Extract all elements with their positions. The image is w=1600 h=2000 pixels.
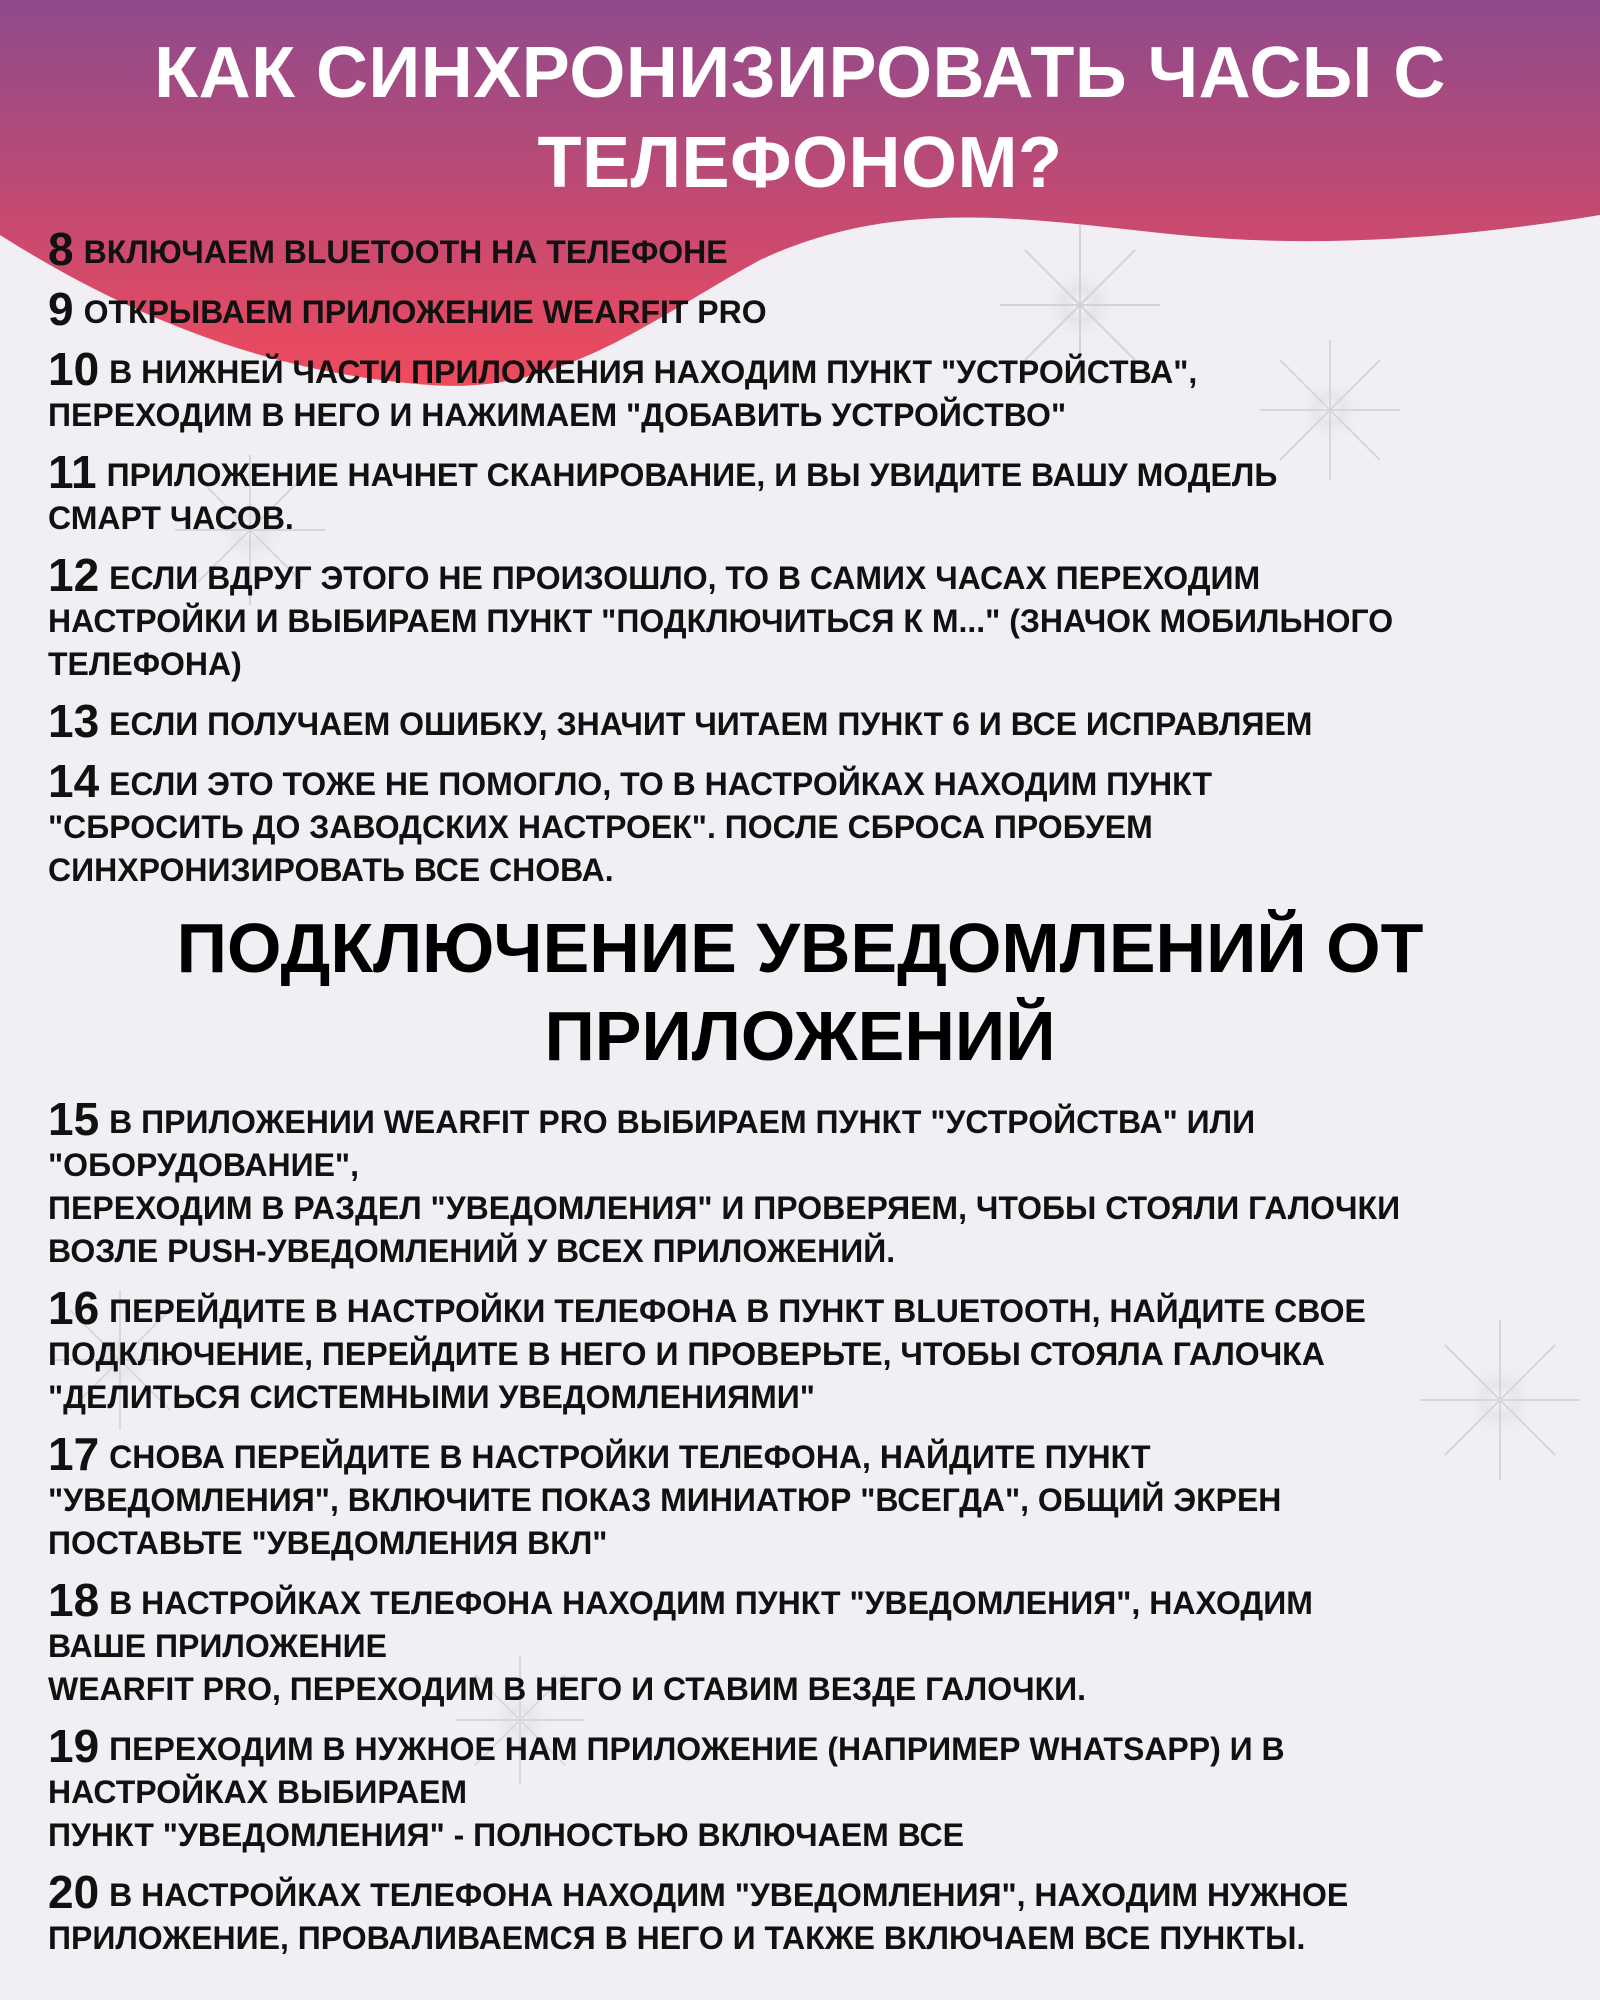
section-title-notifications: ПОДКЛЮЧЕНИЕ УВЕДОМЛЕНИЙ ОТ ПРИЛОЖЕНИЙ bbox=[176, 909, 1424, 1075]
list-item bbox=[48, 446, 1560, 540]
step-number: 8 bbox=[48, 223, 74, 275]
step-text: ПЕРЕЙДИТЕ В НАСТРОЙКИ ТЕЛЕФОНА В ПУНКТ BLUETOOTH, НАЙДИТЕ СВОЕ ПОДКЛЮЧЕНИЕ, ПЕРЕЙДИТЕ В НЕГО И ПРОВЕРЬТЕ, ЧТОБЫ СТОЯЛА ГАЛОЧКА "ДЕЛИТЬСЯ СИСТЕМНЫМИ УВЕДОМЛЕНИЯМИ" bbox=[48, 1293, 1366, 1415]
notification-steps-list bbox=[0, 1080, 1600, 1960]
page-title: КАК СИНХРОНИЗИРОВАТЬ ЧАСЫ С ТЕЛЕФОНОМ? bbox=[154, 33, 1446, 203]
list-item bbox=[48, 1093, 1560, 1273]
step-text: ВКЛЮЧАЕМ BLUETOOTH НА ТЕЛЕФОНЕ bbox=[83, 234, 728, 270]
list-item bbox=[48, 755, 1560, 892]
step-number: 19 bbox=[48, 1720, 100, 1772]
step-number: 15 bbox=[48, 1093, 100, 1145]
list-item bbox=[48, 695, 1560, 747]
list-item bbox=[48, 283, 1560, 335]
list-item bbox=[48, 1428, 1560, 1565]
step-text: В НАСТРОЙКАХ ТЕЛЕФОНА НАХОДИМ "УВЕДОМЛЕНИЯ", НАХОДИМ НУЖНОЕ ПРИЛОЖЕНИЕ, ПРОВАЛИВАЕМСЯ В НЕГО И ТАКЖЕ ВКЛЮЧАЕМ ВСЕ ПУНКТЫ. bbox=[48, 1877, 1349, 1956]
step-number: 11 bbox=[48, 446, 97, 498]
step-number: 17 bbox=[48, 1428, 100, 1480]
list-item bbox=[48, 1720, 1560, 1857]
step-text: В НИЖНЕЙ ЧАСТИ ПРИЛОЖЕНИЯ НАХОДИМ ПУНКТ "УСТРОЙСТВА", ПЕРЕХОДИМ В НЕГО И НАЖИМАЕМ "ДОБАВИТЬ УСТРОЙСТВО" bbox=[48, 354, 1198, 433]
step-text: ЕСЛИ ПОЛУЧАЕМ ОШИБКУ, ЗНАЧИТ ЧИТАЕМ ПУНКТ 6 И ВСЕ ИСПРАВЛЯЕМ bbox=[109, 706, 1313, 742]
step-number: 20 bbox=[48, 1866, 100, 1918]
list-item bbox=[48, 1866, 1560, 1960]
step-number: 14 bbox=[48, 755, 100, 807]
step-text: ОТКРЫВАЕМ ПРИЛОЖЕНИЕ WEARFIT PRO bbox=[83, 294, 767, 330]
step-number: 9 bbox=[48, 283, 74, 335]
step-text: ПЕРЕХОДИМ В НУЖНОЕ НАМ ПРИЛОЖЕНИЕ (НАПРИМЕР WHATSAPP) И В НАСТРОЙКАХ ВЫБИРАЕМ ПУНКТ "УВЕДОМЛЕНИЯ" - ПОЛНОСТЬЮ ВКЛЮЧАЕМ ВСЕ bbox=[48, 1731, 1285, 1853]
step-number: 12 bbox=[48, 549, 100, 601]
step-text: ЕСЛИ ВДРУГ ЭТОГО НЕ ПРОИЗОШЛО, ТО В САМИХ ЧАСАХ ПЕРЕХОДИМ НАСТРОЙКИ И ВЫБИРАЕМ ПУНКТ "ПОДКЛЮЧИТЬСЯ К М..." (ЗНАЧОК МОБИЛЬНОГО ТЕЛЕФОНА) bbox=[48, 560, 1394, 682]
list-item bbox=[48, 223, 1560, 275]
step-number: 13 bbox=[48, 695, 100, 747]
sync-steps-list bbox=[0, 208, 1600, 892]
step-text: ЕСЛИ ЭТО ТОЖЕ НЕ ПОМОГЛО, ТО В НАСТРОЙКАХ НАХОДИМ ПУНКТ "СБРОСИТЬ ДО ЗАВОДСКИХ НАСТРОЕК". ПОСЛЕ СБРОСА ПРОБУЕМ СИНХРОНИЗИРОВАТЬ ВСЕ СНОВА. bbox=[48, 766, 1213, 888]
step-text: ПРИЛОЖЕНИЕ НАЧНЕТ СКАНИРОВАНИЕ, И ВЫ УВИДИТЕ ВАШУ МОДЕЛЬ СМАРТ ЧАСОВ. bbox=[48, 457, 1278, 536]
step-number: 10 bbox=[48, 343, 100, 395]
step-number: 18 bbox=[48, 1574, 100, 1626]
list-item bbox=[48, 549, 1560, 686]
step-text: СНОВА ПЕРЕЙДИТЕ В НАСТРОЙКИ ТЕЛЕФОНА, НАЙДИТЕ ПУНКТ "УВЕДОМЛЕНИЯ", ВКЛЮЧИТЕ ПОКАЗ МИНИАТЮР "ВСЕГДА", ОБЩИЙ ЭКРЕН ПОСТАВЬТЕ "УВЕДОМЛЕНИЯ ВКЛ" bbox=[48, 1439, 1282, 1561]
step-text: В ПРИЛОЖЕНИИ WEARFIT PRO ВЫБИРАЕМ ПУНКТ "УСТРОЙСТВА" ИЛИ "ОБОРУДОВАНИЕ", ПЕРЕХОДИМ В РАЗДЕЛ "УВЕДОМЛЕНИЯ" И ПРОВЕРЯЕМ, ЧТОБЫ СТОЯЛИ ГАЛОЧКИ ВОЗЛЕ PUSH-УВЕДОМЛЕНИЙ У ВСЕХ ПРИЛОЖЕНИЙ. bbox=[48, 1104, 1401, 1269]
list-item bbox=[48, 1282, 1560, 1419]
step-number: 16 bbox=[48, 1282, 100, 1334]
step-text: В НАСТРОЙКАХ ТЕЛЕФОНА НАХОДИМ ПУНКТ "УВЕДОМЛЕНИЯ", НАХОДИМ ВАШЕ ПРИЛОЖЕНИЕ WEARFIT PRO, ПЕРЕХОДИМ В НЕГО И СТАВИМ ВЕЗДЕ ГАЛОЧКИ. bbox=[48, 1585, 1313, 1707]
list-item bbox=[48, 343, 1560, 437]
list-item bbox=[48, 1574, 1560, 1711]
